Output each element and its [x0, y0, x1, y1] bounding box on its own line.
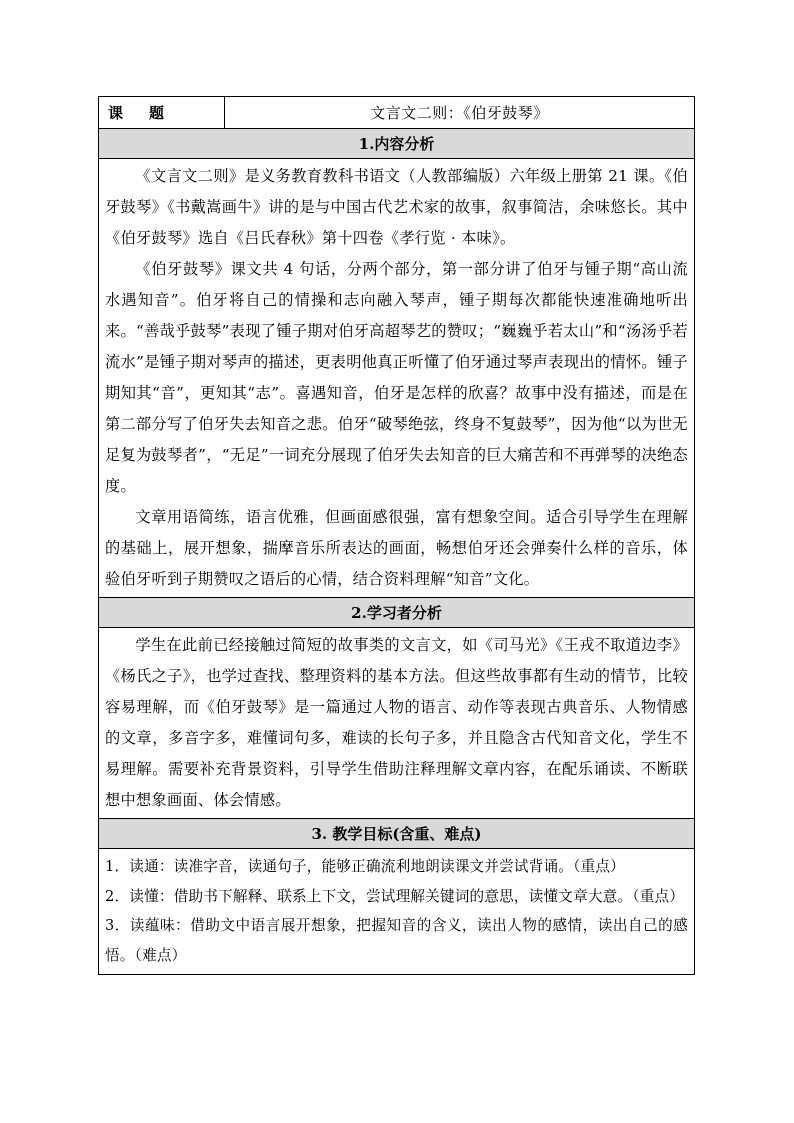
objective-item: 1．读通：读准字音，读通句子，能够正确流利地朗读课文并尝试背诵。（重点）	[105, 858, 625, 875]
title-row	[99, 97, 695, 129]
content-analysis-body	[99, 159, 695, 598]
teaching-objectives-body	[99, 849, 695, 975]
lesson-plan-document	[98, 96, 695, 975]
lesson-title: 文言文二则：《伯牙鼓琴》	[225, 97, 695, 129]
title-label-cell	[99, 97, 225, 129]
section-heading-content-analysis: 1.内容分析	[99, 129, 695, 159]
section-heading-row	[99, 598, 695, 628]
paragraph: 《伯牙鼓琴》课文共 4 句话，分两个部分，第一部分讲了伯牙与锺子期“高山流水遇知音”。伯牙将自己的情操和志向融入琴声，锺子期每次都能快速准确地听出来。“善哉乎鼓琴”表现了锺子期对伯牙高超琴艺的赞叹；“巍巍乎若太山”和“汤汤乎若流水”是锺子期对琴声的描述，更表明他真正听懂了伯牙通过琴声表现出的情怀。锺子期知其“音”，更知其“志”。喜遇知音，伯牙是怎样的欣喜？故事中没有描述，而是在第二部分写了伯牙失去知音之悲。伯牙“破琴绝弦，终身不复鼓琴”，因为他“以为世无足复为鼓琴者”，“无足”一词充分展现了伯牙失去知音的巨大痛苦和不再弹琴的决绝态度。	[105, 260, 688, 495]
title-label-char-1: 课	[108, 104, 124, 122]
paragraph: 《文言文二则》是义务教育教科书语文（人教部编版）六年级上册第 21 课。《伯牙鼓琴》《书戴嵩画牛》讲的是与中国古代艺术家的故事，叙事简洁，余味悠长。其中《伯牙鼓琴》选自《吕氏春秋》第十四卷《孝行览 · 本味》。	[105, 167, 688, 247]
section-heading-teaching-objectives: 3. 教学目标(含重、难点)	[99, 819, 695, 849]
title-label-char-2: 题	[149, 104, 165, 122]
section-body-row	[99, 628, 695, 819]
lesson-plan-table	[98, 96, 695, 975]
section-heading-row	[99, 129, 695, 159]
paragraph: 学生在此前已经接触过简短的故事类的文言文，如《司马光》《王戎不取道边李》《杨氏之子》，也学过查找、整理资料的基本方法。但这些故事都有生动的情节，比较容易理解，而《伯牙鼓琴》是一篇通过人物的语言、动作等表现古典音乐、人物情感的文章，多音字多，难懂词句多，难读的长句子多，并且隐含古代知音文化，学生不易理解。需要补充背景资料，引导学生借助注释理解文章内容，在配乐诵读、不断联想中想象画面、体会情感。	[105, 636, 688, 809]
learner-analysis-body	[99, 628, 695, 819]
section-heading-learner-analysis: 2.学习者分析	[99, 598, 695, 628]
paragraph: 文章用语简练，语言优雅，但画面感很强，富有想象空间。适合引导学生在理解的基础上，展开想象，揣摩音乐所表达的画面，畅想伯牙还会弹奏什么样的音乐，体验伯牙听到子期赞叹之语后的心情，结合资料理解“知音”文化。	[105, 508, 688, 588]
section-heading-row	[99, 819, 695, 849]
objective-item: 3．读蕴味：借助文中语言展开想象，把握知音的含义，读出人物的感情，读出自己的感悟。（难点）	[105, 917, 688, 964]
objective-item: 2．读懂：借助书下解释、联系上下文，尝试理解关键词的意思，读懂文章大意。（重点）	[105, 887, 685, 905]
section-body-row	[99, 159, 695, 598]
section-body-row	[99, 849, 695, 975]
